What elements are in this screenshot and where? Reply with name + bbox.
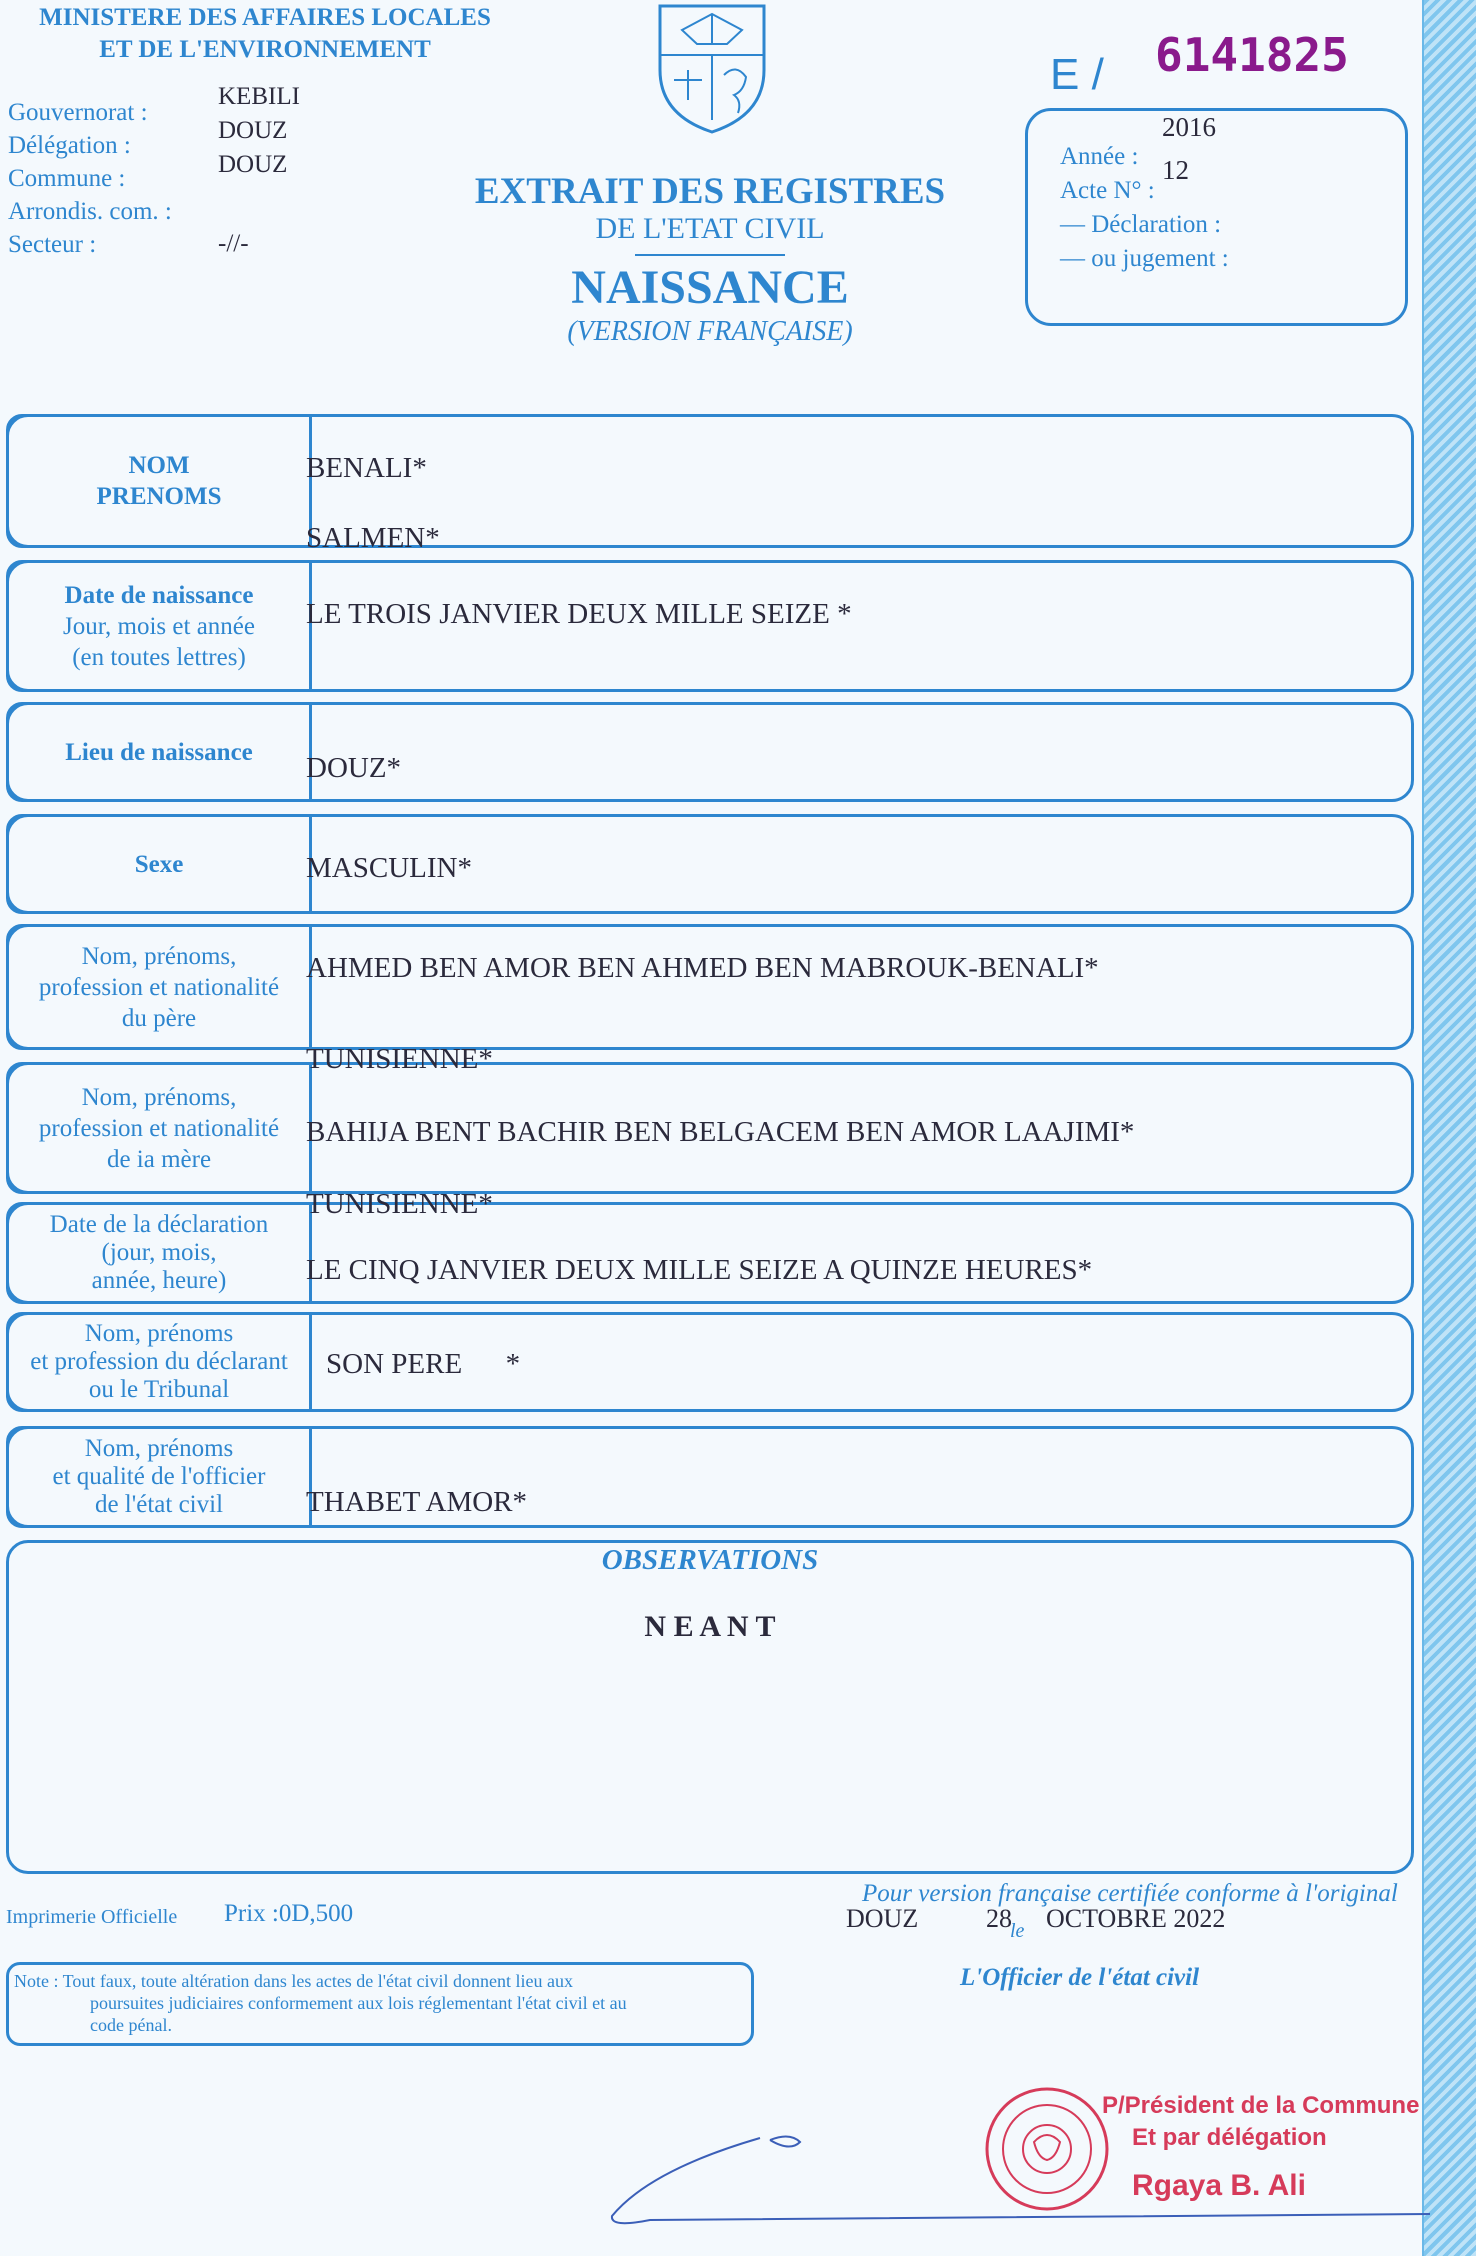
prix-text: Prix :0D,500 bbox=[224, 1900, 354, 1927]
declarant-label2: et profession du déclarant bbox=[30, 1348, 288, 1375]
signature bbox=[590, 2120, 1450, 2240]
note-line2: poursuites judiciaires conformement aux lois réglementant l'état civil et au bbox=[90, 1993, 627, 2013]
gouvernorat-label: Gouvernorat : bbox=[8, 99, 148, 126]
officier-value: THABET AMOR* bbox=[306, 1486, 528, 1518]
note-text bbox=[14, 1970, 746, 2036]
lieu-label: Lieu de naissance bbox=[65, 738, 253, 766]
secteur-value: -//- bbox=[218, 230, 249, 257]
document-title bbox=[430, 172, 990, 348]
pere-value: AHMED BEN AMOR BEN AHMED BEN MABROUK-BENALI* bbox=[306, 952, 1099, 984]
certified-place: DOUZ bbox=[846, 1904, 919, 1933]
lieu-label-cell bbox=[6, 702, 312, 802]
declaration-label: — Déclaration : bbox=[1060, 211, 1222, 238]
observations-box bbox=[6, 1540, 1414, 1874]
stamp-line2: Et par délégation bbox=[1132, 2124, 1327, 2151]
title-line4: (VERSION FRANÇAISE) bbox=[567, 316, 853, 347]
prenoms-label: PRENOMS bbox=[96, 483, 222, 510]
mere-label1: Nom, prénoms, bbox=[81, 1083, 237, 1111]
pere-label2: profession et nationalité bbox=[38, 973, 280, 1001]
date-label2: Jour, mois et année bbox=[62, 612, 255, 640]
pere-nationality-value: TUNISIENNE* bbox=[306, 1043, 493, 1075]
security-border bbox=[1422, 0, 1476, 2256]
declaration-date-label1: Date de la déclaration bbox=[49, 1211, 269, 1238]
nom-value: BENALI* bbox=[306, 452, 427, 484]
acte-label: Acte N° : bbox=[1060, 177, 1155, 204]
ministry-line2: ET DE L'ENVIRONNEMENT bbox=[99, 36, 431, 63]
annee-value: 2016 bbox=[1162, 112, 1216, 142]
officier-label-cell bbox=[6, 1426, 312, 1528]
stamp-line3: Rgaya B. Ali bbox=[1132, 2169, 1306, 2202]
gouvernorat-value: KEBILI bbox=[218, 83, 300, 110]
prenoms-value: SALMEN* bbox=[306, 522, 440, 554]
declarant-label3: ou le Tribunal bbox=[88, 1376, 230, 1403]
sexe-label-cell bbox=[6, 814, 312, 914]
pere-label-cell bbox=[6, 924, 312, 1050]
pere-label3: du père bbox=[121, 1004, 197, 1032]
reference-number: 6141825 bbox=[1155, 28, 1349, 82]
title-divider bbox=[635, 254, 785, 256]
jugement-label: — ou jugement : bbox=[1060, 245, 1229, 272]
date-label-cell bbox=[6, 560, 312, 692]
officer-title: L'Officier de l'état civil bbox=[960, 1964, 1200, 1991]
officier-label3: de l'état civil bbox=[94, 1491, 224, 1518]
declarant-value: SON PERE * bbox=[326, 1348, 521, 1380]
declarant-label1: Nom, prénoms bbox=[84, 1320, 234, 1347]
imprimerie-text: Imprimerie Officielle bbox=[6, 1906, 178, 1928]
location-labels bbox=[8, 96, 172, 261]
ministry-header bbox=[10, 2, 520, 66]
certified-day-suffix: le bbox=[1010, 1920, 1025, 1942]
declaration-label-cell bbox=[6, 1202, 312, 1304]
title-line3: NAISSANCE bbox=[571, 261, 849, 314]
secteur-label: Secteur : bbox=[8, 231, 97, 258]
certified-day: 28 bbox=[986, 1904, 1012, 1933]
mere-label3: de ia mère bbox=[106, 1145, 212, 1173]
title-line2: DE L'ETAT CIVIL bbox=[595, 212, 825, 245]
certified-month-year: OCTOBRE 2022 bbox=[1046, 1904, 1226, 1933]
stamp-line1: P/Président de la Commune bbox=[1102, 2092, 1420, 2119]
ministry-line1: MINISTERE DES AFFAIRES LOCALES bbox=[39, 4, 491, 31]
note-line1: Note : Tout faux, toute altération dans les actes de l'état civil donnent lieu aux bbox=[14, 1971, 573, 1991]
delegation-label: Délégation : bbox=[8, 132, 131, 159]
mere-label-cell bbox=[6, 1062, 312, 1194]
mere-nationality-value: TUNISIENNE* bbox=[306, 1188, 493, 1220]
officier-label2: et qualité de l'officier bbox=[52, 1463, 266, 1490]
arrondis-label: Arrondis. com. : bbox=[8, 198, 172, 225]
commune-value: DOUZ bbox=[218, 151, 288, 178]
acte-value: 12 bbox=[1162, 155, 1189, 185]
lieu-value: DOUZ* bbox=[306, 752, 402, 784]
acte-labels bbox=[1060, 140, 1229, 276]
mere-value: BAHIJA BENT BACHIR BEN BELGACEM BEN AMOR LAAJIMI* bbox=[306, 1116, 1135, 1148]
title-line1: EXTRAIT DES REGISTRES bbox=[474, 171, 946, 212]
date-label3: (en toutes lettres) bbox=[72, 643, 246, 671]
annee-label: Année : bbox=[1060, 143, 1139, 170]
declarant-label-cell bbox=[6, 1312, 312, 1412]
date-label1: Date de naissance bbox=[64, 581, 254, 609]
location-values bbox=[218, 80, 300, 182]
observations-title: OBSERVATIONS bbox=[601, 1544, 819, 1576]
mere-label2: profession et nationalité bbox=[38, 1114, 280, 1142]
sexe-value: MASCULIN* bbox=[306, 852, 472, 884]
commune-label: Commune : bbox=[8, 165, 126, 192]
pere-label1: Nom, prénoms, bbox=[81, 942, 237, 970]
coat-of-arms-emblem bbox=[652, 0, 772, 135]
note-line3: code pénal. bbox=[90, 2015, 172, 2035]
officier-label1: Nom, prénoms bbox=[84, 1435, 234, 1462]
nom-label-cell bbox=[6, 414, 312, 548]
nom-label: NOM bbox=[128, 452, 190, 479]
declaration-date-label2: (jour, mois, bbox=[101, 1239, 217, 1266]
certified-text: Pour version française certifiée conforme à l'original bbox=[862, 1880, 1398, 1907]
sexe-label: Sexe bbox=[134, 850, 184, 878]
reference-prefix: E / bbox=[1050, 50, 1104, 99]
declaration-date-label3: année, heure) bbox=[91, 1267, 227, 1294]
observations-value: N E A N T bbox=[644, 1610, 776, 1643]
date-naissance-value: LE TROIS JANVIER DEUX MILLE SEIZE * bbox=[306, 598, 852, 630]
delegation-value: DOUZ bbox=[218, 117, 288, 144]
declaration-date-value: LE CINQ JANVIER DEUX MILLE SEIZE A QUINZE HEURES* bbox=[306, 1254, 1093, 1286]
